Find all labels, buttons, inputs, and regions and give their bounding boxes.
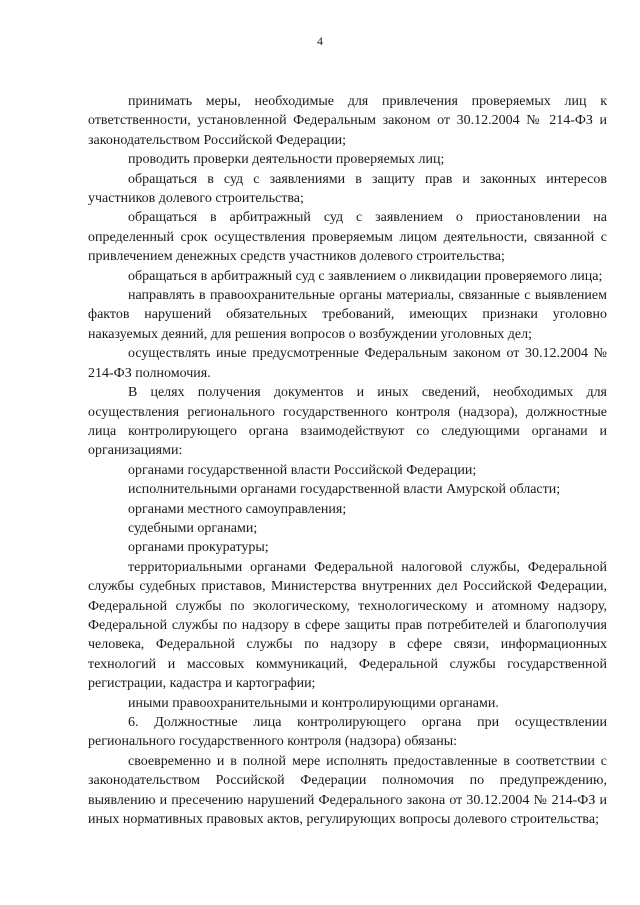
paragraph: своевременно и в полной мере исполнять предоставленные в соответствии с законодательством Российской Федерации полномочия по предупреждению, выявлению и пресечению нарушений Федерального закона от 30.12.2004 № 214-ФЗ и иных нормативных правовых актов, регулирующих вопросы долевого строительства;	[88, 753, 607, 828]
paragraph: обращаться в арбитражный суд с заявлением о ликвидации проверяемого лица;	[128, 268, 603, 284]
paragraph: проводить проверки деятельности проверяемых лиц;	[128, 152, 445, 168]
paragraph: направлять в правоохранительные органы материалы, связанные с выявлением фактов нарушений обязательных требований, имеющих признаки уголовно наказуемых деяний, для решения вопросов о возбуждении уголовных дел;	[88, 288, 607, 342]
paragraph: органами государственной власти Российской Федерации;	[128, 462, 477, 478]
paragraph: обращаться в суд с заявлениями в защиту прав и законных интересов участников долевого строительства;	[88, 171, 607, 207]
paragraph: принимать меры, необходимые для привлечения проверяемых лиц к ответственности, установленной Федеральным законом от 30.12.2004 № 214-ФЗ и законодательством Российской Федерации;	[88, 94, 607, 148]
paragraph: судебными органами;	[128, 520, 258, 536]
paragraph: 6. Должностные лица контролирующего органа при осуществлении регионального государственного контроля (надзора) обязаны:	[88, 715, 607, 750]
paragraph: исполнительными органами государственной власти Амурской области;	[128, 482, 561, 498]
paragraph: обращаться в арбитражный суд с заявлением о приостановлении на определенный срок осуществления проверяемым лицом деятельности, связанной с привлечением денежных средств участников долевого строительства;	[88, 210, 607, 265]
page-number: 4	[317, 34, 323, 48]
document-body	[88, 92, 607, 829]
paragraph: территориальными органами Федеральной налоговой службы, Федеральной службы судебных приставов, Министерства внутренних дел Российской Федерации, Федеральной службы по экологическому, технологическому и атомному надзору, Федеральной службы по надзору в сфере защиты прав потребителей и благополучия человека, Федеральной службы по надзору в сфере связи, информационных технологий и массовых коммуникаций, Федеральной службы государственной регистрации, кадастра и картографии;	[88, 559, 607, 692]
paragraph: органами прокуратуры;	[128, 540, 269, 556]
paragraph: осуществлять иные предусмотренные Федеральным законом от 30.12.2004 № 214-ФЗ полномочия.	[88, 346, 607, 381]
paragraph: органами местного самоуправления;	[128, 501, 347, 517]
paragraph: иными правоохранительными и контролирующими органами.	[128, 695, 499, 711]
paragraph: В целях получения документов и иных сведений, необходимых для осуществления регионального государственного контроля (надзора), должностные лица контролирующего органа взаимодействуют со следующими органами и организациями:	[88, 385, 607, 459]
